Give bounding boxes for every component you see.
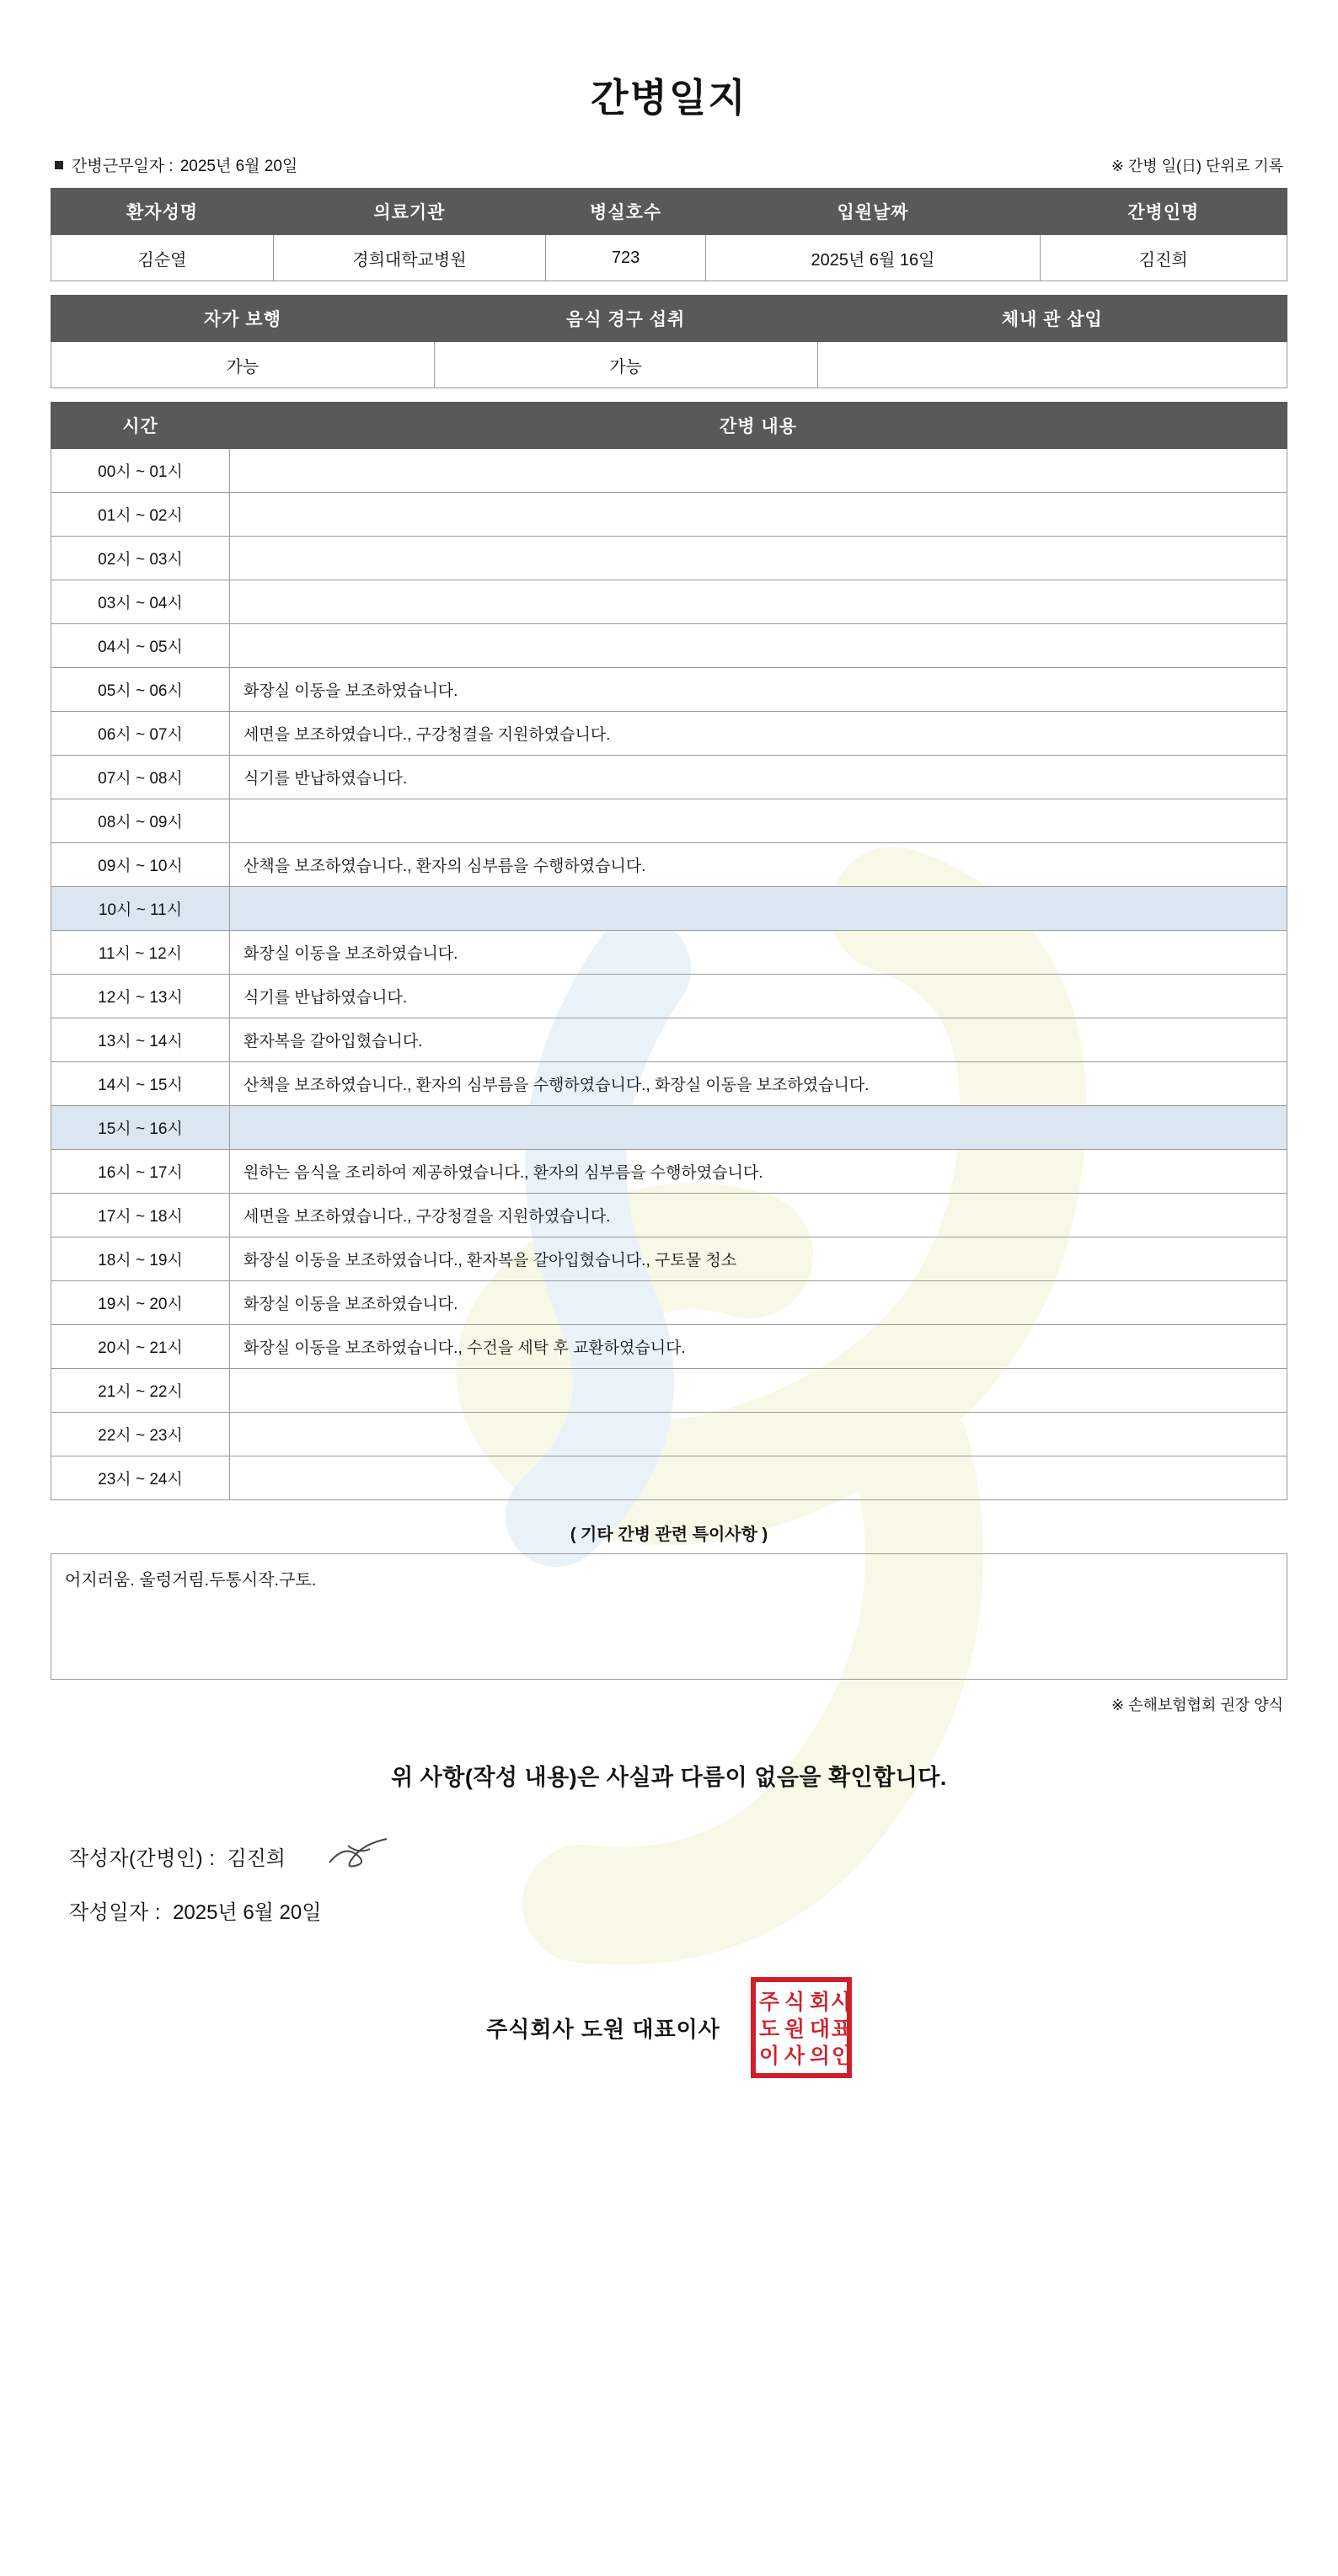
form-source-note: ※ 손해보험협회 권장 양식 bbox=[1111, 1697, 1283, 1713]
table-row bbox=[51, 843, 1287, 887]
schedule-content-cell: 화장실 이동을 보조하였습니다., 수건을 세탁 후 교환하였습니다. bbox=[230, 1325, 1287, 1369]
schedule-time-cell: 17시 ~ 18시 bbox=[51, 1194, 230, 1237]
date-line bbox=[51, 1887, 1287, 1933]
table-row bbox=[51, 712, 1287, 756]
svg-text:대: 대 bbox=[809, 2017, 830, 2041]
author-value: 김진희 bbox=[227, 1847, 286, 1870]
table-row bbox=[51, 1018, 1287, 1062]
schedule-content-cell bbox=[230, 887, 1287, 931]
col-header-self-walking: 자가 보행 bbox=[51, 296, 435, 342]
meta-row bbox=[51, 153, 1287, 188]
author-label: 작성자(간병인) : bbox=[69, 1847, 216, 1870]
work-date-value: 2025년 6월 20일 bbox=[179, 158, 298, 175]
value-patient-name: 김순열 bbox=[51, 235, 274, 281]
schedule-time-cell: 13시 ~ 14시 bbox=[51, 1018, 230, 1062]
schedule-content-cell: 원하는 음식을 조리하여 제공하였습니다., 환자의 심부름을 수행하였습니다. bbox=[230, 1150, 1287, 1194]
svg-text:사: 사 bbox=[784, 2044, 805, 2068]
col-header-care-content: 간병 내용 bbox=[230, 403, 1287, 449]
value-room: 723 bbox=[545, 235, 706, 281]
table-row bbox=[51, 1369, 1287, 1413]
svg-text:주: 주 bbox=[758, 1990, 779, 2014]
schedule-time-cell: 01시 ~ 02시 bbox=[51, 493, 230, 537]
schedule-content-cell bbox=[230, 493, 1287, 537]
table-header-row bbox=[51, 403, 1287, 449]
schedule-content-cell: 화장실 이동을 보조하였습니다. bbox=[230, 931, 1287, 975]
col-header-patient-name: 환자성명 bbox=[51, 189, 274, 235]
table-row bbox=[51, 1150, 1287, 1194]
schedule-time-cell: 21시 ~ 22시 bbox=[51, 1369, 230, 1413]
schedule-content-cell bbox=[230, 1106, 1287, 1150]
care-schedule-table bbox=[51, 402, 1287, 1500]
col-header-tube-insertion: 체내 관 삽입 bbox=[817, 296, 1287, 342]
patient-info-table bbox=[51, 188, 1287, 281]
table-row bbox=[51, 580, 1287, 624]
table-row bbox=[51, 493, 1287, 537]
schedule-content-cell bbox=[230, 1456, 1287, 1500]
schedule-time-cell: 07시 ~ 08시 bbox=[51, 756, 230, 799]
square-bullet-icon bbox=[55, 161, 63, 169]
table-row bbox=[51, 1325, 1287, 1369]
schedule-time-cell: 02시 ~ 03시 bbox=[51, 537, 230, 580]
table-spacer bbox=[51, 281, 1287, 295]
schedule-time-cell: 14시 ~ 15시 bbox=[51, 1062, 230, 1106]
table-row bbox=[51, 1062, 1287, 1106]
svg-text:이: 이 bbox=[758, 2044, 779, 2068]
company-seal-stamp bbox=[751, 1977, 852, 2078]
schedule-time-cell: 12시 ~ 13시 bbox=[51, 975, 230, 1018]
table-row bbox=[51, 1237, 1287, 1281]
table-row bbox=[51, 1456, 1287, 1500]
company-row bbox=[51, 1933, 1287, 2078]
signature-mark bbox=[323, 1834, 399, 1879]
table-row bbox=[51, 887, 1287, 931]
value-oral-intake: 가능 bbox=[434, 342, 817, 388]
schedule-content-cell: 산책을 보조하였습니다., 환자의 심부름을 수행하였습니다., 화장실 이동을 보조하였습니다. bbox=[230, 1062, 1287, 1106]
schedule-content-cell: 식기를 반납하였습니다. bbox=[230, 975, 1287, 1018]
table-row bbox=[51, 1106, 1287, 1150]
svg-text:의: 의 bbox=[809, 2044, 830, 2068]
svg-text:인: 인 bbox=[831, 2044, 852, 2068]
schedule-time-cell: 11시 ~ 12시 bbox=[51, 931, 230, 975]
notes-title: ( 기타 간병 관련 특이사항 ) bbox=[570, 1526, 768, 1544]
svg-text:도: 도 bbox=[758, 2017, 779, 2041]
schedule-time-cell: 09시 ~ 10시 bbox=[51, 843, 230, 887]
schedule-content-cell bbox=[230, 1369, 1287, 1413]
table-row bbox=[51, 1194, 1287, 1237]
schedule-time-cell: 23시 ~ 24시 bbox=[51, 1456, 230, 1500]
table-row bbox=[51, 235, 1287, 281]
work-date-label: 간병근무일자 : bbox=[72, 158, 174, 175]
schedule-time-cell: 10시 ~ 11시 bbox=[51, 887, 230, 931]
schedule-content-cell: 식기를 반납하였습니다. bbox=[230, 756, 1287, 799]
table-row bbox=[51, 624, 1287, 668]
confirmation-statement: 위 사항(작성 내용)은 사실과 다름이 없음을 확인합니다. bbox=[391, 1765, 947, 1790]
notes-content: 어지러움. 울렁거림.두통시작.구토. bbox=[51, 1553, 1287, 1680]
schedule-time-cell: 19시 ~ 20시 bbox=[51, 1281, 230, 1325]
schedule-content-cell: 세면을 보조하였습니다., 구강청결을 지원하였습니다. bbox=[230, 712, 1287, 756]
schedule-content-cell bbox=[230, 537, 1287, 580]
table-spacer bbox=[51, 388, 1287, 402]
table-row bbox=[51, 449, 1287, 493]
schedule-content-cell: 화장실 이동을 보조하였습니다. bbox=[230, 668, 1287, 712]
schedule-time-cell: 18시 ~ 19시 bbox=[51, 1237, 230, 1281]
value-caregiver: 김진희 bbox=[1040, 235, 1287, 281]
schedule-content-cell: 화장실 이동을 보조하였습니다. bbox=[230, 1281, 1287, 1325]
col-header-caregiver: 간병인명 bbox=[1040, 189, 1287, 235]
table-row bbox=[51, 668, 1287, 712]
page-title: 간병일지 bbox=[591, 76, 747, 120]
author-line bbox=[51, 1825, 1287, 1887]
table-row bbox=[51, 342, 1287, 388]
svg-text:원: 원 bbox=[784, 2017, 805, 2041]
col-header-oral-intake: 음식 경구 섭취 bbox=[434, 296, 817, 342]
value-self-walking: 가능 bbox=[51, 342, 435, 388]
schedule-content-cell: 환자복을 갈아입혔습니다. bbox=[230, 1018, 1287, 1062]
svg-text:표: 표 bbox=[831, 2017, 852, 2041]
schedule-content-cell: 산책을 보조하였습니다., 환자의 심부름을 수행하였습니다. bbox=[230, 843, 1287, 887]
schedule-time-cell: 20시 ~ 21시 bbox=[51, 1325, 230, 1369]
condition-table bbox=[51, 295, 1287, 388]
schedule-time-cell: 04시 ~ 05시 bbox=[51, 624, 230, 668]
date-label: 작성일자 : bbox=[69, 1901, 162, 1924]
svg-text:사: 사 bbox=[831, 1990, 852, 2014]
svg-text:식: 식 bbox=[784, 1990, 805, 2014]
value-tube-insertion bbox=[817, 342, 1287, 388]
schedule-content-cell bbox=[230, 1413, 1287, 1456]
company-name: 주식회사 도원 대표이사 bbox=[486, 2016, 720, 2042]
schedule-time-cell: 03시 ~ 04시 bbox=[51, 580, 230, 624]
table-row bbox=[51, 537, 1287, 580]
table-row bbox=[51, 799, 1287, 843]
unit-note: ※ 간병 일(日) 단위로 기록 bbox=[1111, 158, 1283, 174]
date-value: 2025년 6월 20일 bbox=[173, 1901, 322, 1924]
schedule-content-cell bbox=[230, 449, 1287, 493]
schedule-time-cell: 05시 ~ 06시 bbox=[51, 668, 230, 712]
schedule-time-cell: 16시 ~ 17시 bbox=[51, 1150, 230, 1194]
table-row bbox=[51, 756, 1287, 799]
table-row bbox=[51, 1413, 1287, 1456]
table-row bbox=[51, 975, 1287, 1018]
schedule-time-cell: 15시 ~ 16시 bbox=[51, 1106, 230, 1150]
col-header-time: 시간 bbox=[51, 403, 230, 449]
schedule-time-cell: 22시 ~ 23시 bbox=[51, 1413, 230, 1456]
col-header-hospital: 의료기관 bbox=[274, 189, 546, 235]
table-row bbox=[51, 1281, 1287, 1325]
schedule-content-cell: 세면을 보조하였습니다., 구강청결을 지원하였습니다. bbox=[230, 1194, 1287, 1237]
schedule-content-cell bbox=[230, 580, 1287, 624]
col-header-admission-date: 입원날짜 bbox=[706, 189, 1040, 235]
table-header-row bbox=[51, 296, 1287, 342]
work-date bbox=[55, 153, 297, 176]
schedule-content-cell: 화장실 이동을 보조하였습니다., 환자복을 갈아입혔습니다., 구토물 청소 bbox=[230, 1237, 1287, 1281]
schedule-time-cell: 06시 ~ 07시 bbox=[51, 712, 230, 756]
value-hospital: 경희대학교병원 bbox=[274, 235, 546, 281]
col-header-room: 병실호수 bbox=[545, 189, 706, 235]
table-header-row bbox=[51, 189, 1287, 235]
schedule-time-cell: 00시 ~ 01시 bbox=[51, 449, 230, 493]
svg-text:회: 회 bbox=[809, 1990, 830, 2014]
schedule-content-cell bbox=[230, 799, 1287, 843]
value-admission-date: 2025년 6월 16일 bbox=[706, 235, 1040, 281]
schedule-content-cell bbox=[230, 624, 1287, 668]
table-row bbox=[51, 931, 1287, 975]
schedule-time-cell: 08시 ~ 09시 bbox=[51, 799, 230, 843]
